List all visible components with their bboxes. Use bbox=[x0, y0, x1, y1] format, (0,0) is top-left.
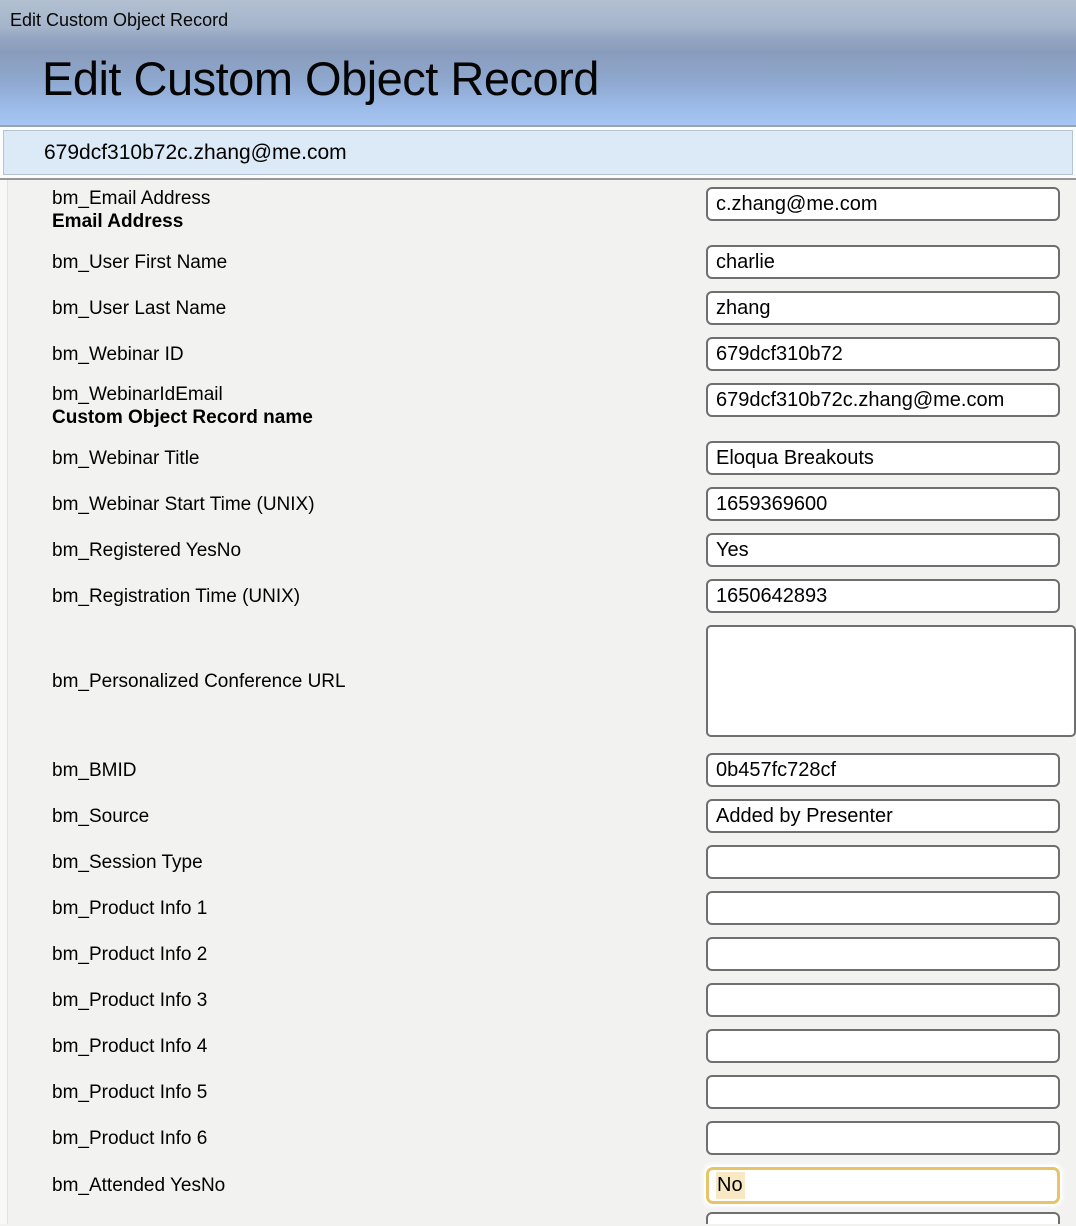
field-label: bm_Webinar Title bbox=[52, 447, 200, 469]
field-label-group bbox=[52, 297, 706, 320]
field-label-group bbox=[52, 539, 706, 562]
form-row bbox=[0, 625, 1076, 737]
field-label: bm_Webinar ID bbox=[52, 343, 184, 365]
field-label: bm_Personalized Conference URL bbox=[52, 670, 346, 692]
record-name: 679dcf310b72c.zhang@me.com bbox=[44, 140, 347, 164]
field-label-group bbox=[52, 851, 706, 874]
field-input-bm-webinaridemail[interactable]: 679dcf310b72c.zhang@me.com bbox=[706, 383, 1060, 417]
form-row bbox=[0, 533, 1076, 567]
field-label-group bbox=[52, 1174, 706, 1197]
field-label-group bbox=[52, 1035, 706, 1058]
record-name-band bbox=[0, 127, 1076, 180]
window-title: Edit Custom Object Record bbox=[10, 10, 229, 30]
form-row bbox=[0, 441, 1076, 475]
form-row bbox=[0, 799, 1076, 833]
form-area bbox=[0, 180, 1076, 1224]
field-input-bm-webinar-id[interactable]: 679dcf310b72 bbox=[706, 337, 1060, 371]
field-label-group bbox=[52, 447, 706, 470]
form-row bbox=[0, 1212, 1076, 1224]
field-label: bm_Webinar Start Time (UNIX) bbox=[52, 493, 315, 515]
field-label-group bbox=[52, 759, 706, 782]
field-label: bm_Product Info 5 bbox=[52, 1081, 208, 1103]
page-title: Edit Custom Object Record bbox=[42, 52, 599, 105]
field-input-bm-registered-yesno[interactable]: Yes bbox=[706, 533, 1060, 567]
field-sublabel: Custom Object Record name bbox=[52, 407, 313, 428]
field-label-group bbox=[52, 585, 706, 608]
form-row bbox=[0, 891, 1076, 925]
form-row bbox=[0, 845, 1076, 879]
field-label: bm_Product Info 4 bbox=[52, 1035, 208, 1057]
field-input-bm-registration-time-unix[interactable]: 1650642893 bbox=[706, 579, 1060, 613]
form-row bbox=[0, 487, 1076, 521]
form-row bbox=[0, 753, 1076, 787]
form-row bbox=[0, 937, 1076, 971]
form-row bbox=[0, 187, 1076, 233]
field-label-group bbox=[52, 670, 706, 693]
field-input-bm-product-info-1[interactable] bbox=[706, 891, 1060, 925]
field-label-group bbox=[52, 251, 706, 274]
field-label-group bbox=[52, 383, 706, 429]
field-label-group bbox=[52, 989, 706, 1012]
form-row bbox=[0, 1075, 1076, 1109]
field-label-group bbox=[52, 1127, 706, 1150]
field-label: bm_Session Type bbox=[52, 851, 203, 873]
window-header bbox=[0, 0, 1076, 127]
field-input-bm-user-first-name[interactable]: charlie bbox=[706, 245, 1060, 279]
field-input-bm-webinar-start-time-unix[interactable]: 1659369600 bbox=[706, 487, 1060, 521]
field-sublabel: Email Address bbox=[52, 211, 184, 232]
field-label-group bbox=[52, 943, 706, 966]
field-input-bm-product-info-6[interactable] bbox=[706, 1121, 1060, 1155]
field-input-bm-attended-yesno[interactable] bbox=[706, 1167, 1060, 1204]
field-input-bm-product-info-2[interactable] bbox=[706, 937, 1060, 971]
field-input-bm-session-type[interactable] bbox=[706, 845, 1060, 879]
field-label: bm_Product Info 2 bbox=[52, 943, 208, 965]
field-input-bm-product-info-4[interactable] bbox=[706, 1029, 1060, 1063]
field-input-bm-product-info-5[interactable] bbox=[706, 1075, 1060, 1109]
field-label: bm_BMID bbox=[52, 759, 137, 781]
form-row bbox=[0, 291, 1076, 325]
field-input-bm-email-address[interactable]: c.zhang@me.com bbox=[706, 187, 1060, 221]
form-row bbox=[0, 983, 1076, 1017]
field-input-bm-webinar-title[interactable]: Eloqua Breakouts bbox=[706, 441, 1060, 475]
form-row bbox=[0, 245, 1076, 279]
field-label-group bbox=[52, 343, 706, 366]
field-input-bm-bmid[interactable]: 0b457fc728cf bbox=[706, 753, 1060, 787]
field-label: bm_Product Info 1 bbox=[52, 897, 208, 919]
field-label: bm_Registration Time (UNIX) bbox=[52, 585, 301, 607]
field-input-bm-personalized-conference-url[interactable] bbox=[706, 625, 1076, 737]
form-row bbox=[0, 579, 1076, 613]
field-input-bm-source[interactable]: Added by Presenter bbox=[706, 799, 1060, 833]
field-input-bm-user-last-name[interactable]: zhang bbox=[706, 291, 1060, 325]
field-label: bm_WebinarIdEmail bbox=[52, 384, 223, 405]
record-name-bar bbox=[3, 130, 1073, 175]
form-row bbox=[0, 1167, 1076, 1204]
field-input-row-21[interactable] bbox=[706, 1212, 1060, 1224]
field-label-group bbox=[52, 805, 706, 828]
field-label: bm_User Last Name bbox=[52, 297, 227, 319]
field-input-bm-product-info-3[interactable] bbox=[706, 983, 1060, 1017]
field-label: bm_Email Address bbox=[52, 188, 211, 209]
field-label: bm_User First Name bbox=[52, 251, 228, 273]
form-row bbox=[0, 383, 1076, 429]
selected-text: No bbox=[716, 1172, 745, 1199]
field-label: bm_Source bbox=[52, 805, 150, 827]
form-row bbox=[0, 337, 1076, 371]
form-row bbox=[0, 1121, 1076, 1155]
field-label: bm_Product Info 3 bbox=[52, 989, 208, 1011]
field-label: bm_Product Info 6 bbox=[52, 1127, 208, 1149]
field-label-group bbox=[52, 187, 706, 233]
form-row bbox=[0, 1029, 1076, 1063]
field-label-group bbox=[52, 897, 706, 920]
field-label: bm_Registered YesNo bbox=[52, 539, 242, 561]
field-label: bm_Attended YesNo bbox=[52, 1175, 226, 1196]
field-label-group bbox=[52, 1081, 706, 1104]
field-label-group bbox=[52, 493, 706, 516]
